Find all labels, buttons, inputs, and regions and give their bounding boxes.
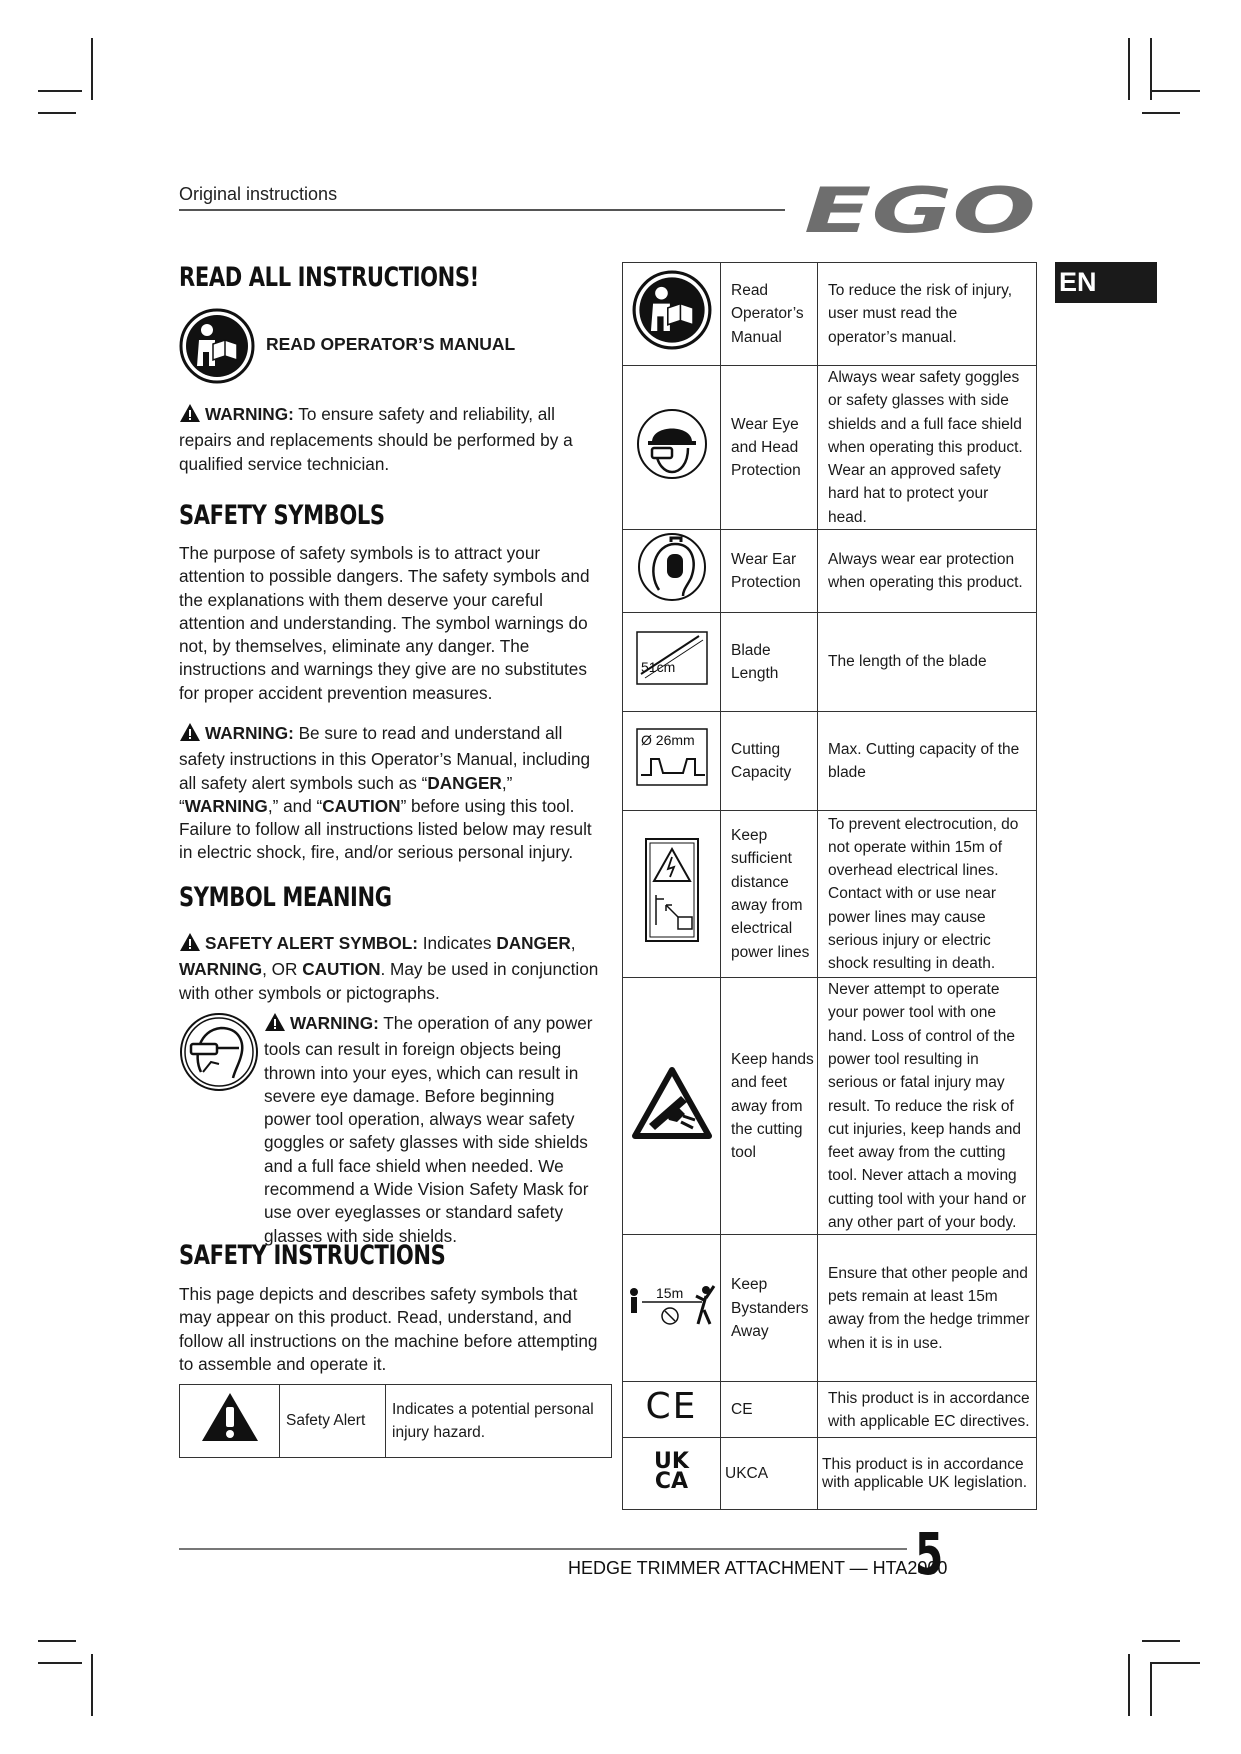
crop-mark bbox=[1128, 1654, 1130, 1716]
footer-title: HEDGE TRIMMER ATTACHMENT — HTA2000 bbox=[568, 1558, 948, 1578]
table-row bbox=[623, 978, 1037, 1235]
safety-instructions-title: SAFETY INSTRUCTIONS bbox=[179, 1240, 446, 1271]
symbol-desc: Always wear ear protection when operating this product. bbox=[818, 530, 1037, 613]
svg-text:Ø 26mm: Ø 26mm bbox=[640, 732, 695, 749]
bystanders-icon bbox=[626, 1280, 718, 1330]
read-all-title: READ ALL INSTRUCTIONS! bbox=[179, 262, 479, 293]
symbol-name: Cutting Capacity bbox=[721, 712, 818, 811]
header-rule bbox=[179, 209, 785, 211]
crop-mark bbox=[38, 1662, 82, 1664]
symbol-desc: Always wear safety goggles or safety glasses with side shields and a full face shield when operating this product. Wear an approved safety hard hat to protect your head. bbox=[818, 366, 1037, 530]
table-row bbox=[623, 1438, 1037, 1510]
symbol-name: Keep sufficient distance away from electrical power lines bbox=[721, 811, 818, 978]
symbol-icon-cell bbox=[623, 978, 721, 1235]
symbol-icon-cell bbox=[623, 263, 721, 366]
symbol-meaning-title: SYMBOL MEANING bbox=[179, 882, 392, 913]
symbol-icon-cell bbox=[623, 712, 721, 811]
blade-length-icon bbox=[633, 626, 711, 690]
eye-protection-icon bbox=[179, 1012, 259, 1092]
warning-repairs: WARNING: To ensure safety and reliability, all repairs and replacements should be performed by a qualified service technician. bbox=[179, 404, 573, 474]
table-row bbox=[623, 263, 1037, 366]
symbol-icon-cell bbox=[623, 1235, 721, 1382]
cutting-capacity-icon bbox=[633, 725, 711, 789]
ego-logo-icon bbox=[804, 184, 1040, 236]
symbol-icon-cell bbox=[623, 366, 721, 530]
crop-mark bbox=[1142, 1640, 1180, 1642]
crop-mark bbox=[1142, 112, 1180, 114]
read-manual-icon bbox=[179, 308, 255, 384]
safety-symbols-body: The purpose of safety symbols is to attract your attention to possible dangers. The safety symbols and the explanations with them deserve your careful attention and understanding. The symbol warnings do not, by themselves, eliminate any danger. The instructions and warnings they give are no substitutes for proper accident prevention measures. bbox=[179, 543, 590, 703]
symbol-name: UKCA bbox=[721, 1438, 818, 1510]
warning-read-understand: WARNING: Be sure to read and understand all safety instructions in this Operator’s Manual, including all safety alert symbols such as “DANGER,” “WARNING,” and “CAUTION” before using this tool. Failure to follow all instructions listed below may result in electric shock, fire, and/or serious personal injury. bbox=[179, 723, 592, 863]
power-lines-icon bbox=[642, 835, 702, 945]
cutting-hand-icon bbox=[631, 1066, 713, 1140]
table-row bbox=[623, 1235, 1037, 1382]
svg-text:51cm: 51cm bbox=[640, 659, 675, 676]
symbol-icon-cell bbox=[623, 1438, 721, 1510]
read-manual-label: READ OPERATOR’S MANUAL bbox=[266, 334, 516, 354]
symbol-name: Blade Length bbox=[721, 613, 818, 712]
symbol-icon-cell bbox=[623, 613, 721, 712]
eye-warning-text: WARNING: The operation of any power tools can result in foreign objects being thrown into your eyes, which can result in severe eye damage. Before beginning power tool operation, always wear safety goggles or safety glasses with side shields and a full face shield when needed. We recommend a Wide Vision Safety Mask for use over eyeglasses or standard safety glasses with side shields. bbox=[264, 1013, 593, 1246]
crop-mark bbox=[91, 38, 93, 100]
symbol-table bbox=[622, 262, 1037, 1510]
crop-mark bbox=[1128, 38, 1130, 100]
table-row bbox=[623, 1382, 1037, 1438]
table-row bbox=[623, 712, 1037, 811]
header-text: Original instructions bbox=[179, 184, 338, 204]
crop-mark bbox=[38, 1640, 76, 1642]
language-badge: EN bbox=[1055, 262, 1157, 303]
symbol-name: Keep hands and feet away from the cutting tool bbox=[721, 978, 818, 1235]
svg-text:EGO: EGO bbox=[804, 184, 1036, 236]
safety-alert-icon-cell bbox=[180, 1385, 280, 1458]
crop-mark bbox=[1150, 90, 1200, 92]
symbol-icon-cell bbox=[623, 530, 721, 613]
crop-mark bbox=[1150, 1662, 1200, 1664]
safety-alert-table bbox=[179, 1384, 612, 1458]
table-row bbox=[180, 1385, 612, 1458]
safety-alert-desc: Indicates a potential personal injury hazard. bbox=[386, 1385, 612, 1458]
ego-logo bbox=[804, 184, 1040, 236]
symbol-name: Wear Eye and Head Protection bbox=[721, 366, 818, 530]
safety-symbols-title: SAFETY SYMBOLS bbox=[179, 500, 385, 531]
warning-triangle-icon bbox=[264, 1012, 286, 1038]
symbol-name: Wear Ear Protection bbox=[721, 530, 818, 613]
table-row bbox=[623, 613, 1037, 712]
symbol-name: Keep Bystanders Away bbox=[721, 1235, 818, 1382]
symbol-desc: Ensure that other people and pets remain at least 15m away from the hedge trimmer when it is in use. bbox=[818, 1235, 1037, 1382]
crop-mark bbox=[38, 90, 82, 92]
safety-alert-name: Safety Alert bbox=[280, 1385, 386, 1458]
eye-head-protection-icon bbox=[636, 408, 708, 480]
symbol-name: Read Operator’s Manual bbox=[721, 263, 818, 366]
safety-alert-symbol-text: SAFETY ALERT SYMBOL: Indicates DANGER, WARNING, OR CAUTION. May be used in conjunction with other symbols or pictographs. bbox=[179, 933, 599, 1003]
symbol-icon-cell bbox=[623, 811, 721, 978]
table-row bbox=[623, 366, 1037, 530]
safety-alert-icon bbox=[200, 1391, 260, 1443]
symbol-desc: To reduce the risk of injury, user must read the operator’s manual. bbox=[818, 263, 1037, 366]
crop-mark bbox=[1150, 1662, 1152, 1716]
symbol-desc: Max. Cutting capacity of the blade bbox=[818, 712, 1037, 811]
warning-triangle-icon bbox=[179, 932, 201, 958]
read-manual-icon bbox=[632, 270, 712, 350]
symbol-desc: The length of the blade bbox=[818, 613, 1037, 712]
symbol-desc: To prevent electrocution, do not operate within 15m of overhead electrical lines. Contact with or use near power lines may cause serious injury or electric shock resulting in death. bbox=[818, 811, 1037, 978]
symbol-desc: Never attempt to operate your power tool with one hand. Loss of control of the power tool resulting in serious or fatal injury may result. To reduce the risk of cut injuries, keep hands and feet away from the cutting tool. Never attach a moving cutting tool with your hand or any other part of your body. bbox=[818, 978, 1037, 1235]
safety-instructions-body: This page depicts and describes safety symbols that may appear on this product. Read, understand, and follow all instructions on the machine before attempting to assemble and operate it. bbox=[179, 1284, 598, 1374]
ce-mark-icon: CE bbox=[645, 1385, 698, 1427]
table-row bbox=[623, 530, 1037, 613]
ear-protection-icon bbox=[637, 532, 707, 602]
symbol-name: CE bbox=[721, 1382, 818, 1438]
svg-text:15m: 15m bbox=[655, 1284, 683, 1301]
crop-mark bbox=[38, 112, 76, 114]
ukca-mark-icon: UK CA bbox=[654, 1449, 689, 1495]
symbol-desc: This product is in accordance with applicable EC directives. bbox=[818, 1382, 1037, 1438]
warning-triangle-icon bbox=[179, 403, 201, 429]
page-number: 5 bbox=[915, 1520, 944, 1588]
symbol-icon-cell bbox=[623, 1382, 721, 1438]
warning-triangle-icon bbox=[179, 722, 201, 748]
footer-rule bbox=[179, 1548, 907, 1550]
symbol-desc: This product is in accordance with applicable UK legislation. bbox=[818, 1438, 1037, 1510]
table-row bbox=[623, 811, 1037, 978]
crop-mark bbox=[91, 1654, 93, 1716]
